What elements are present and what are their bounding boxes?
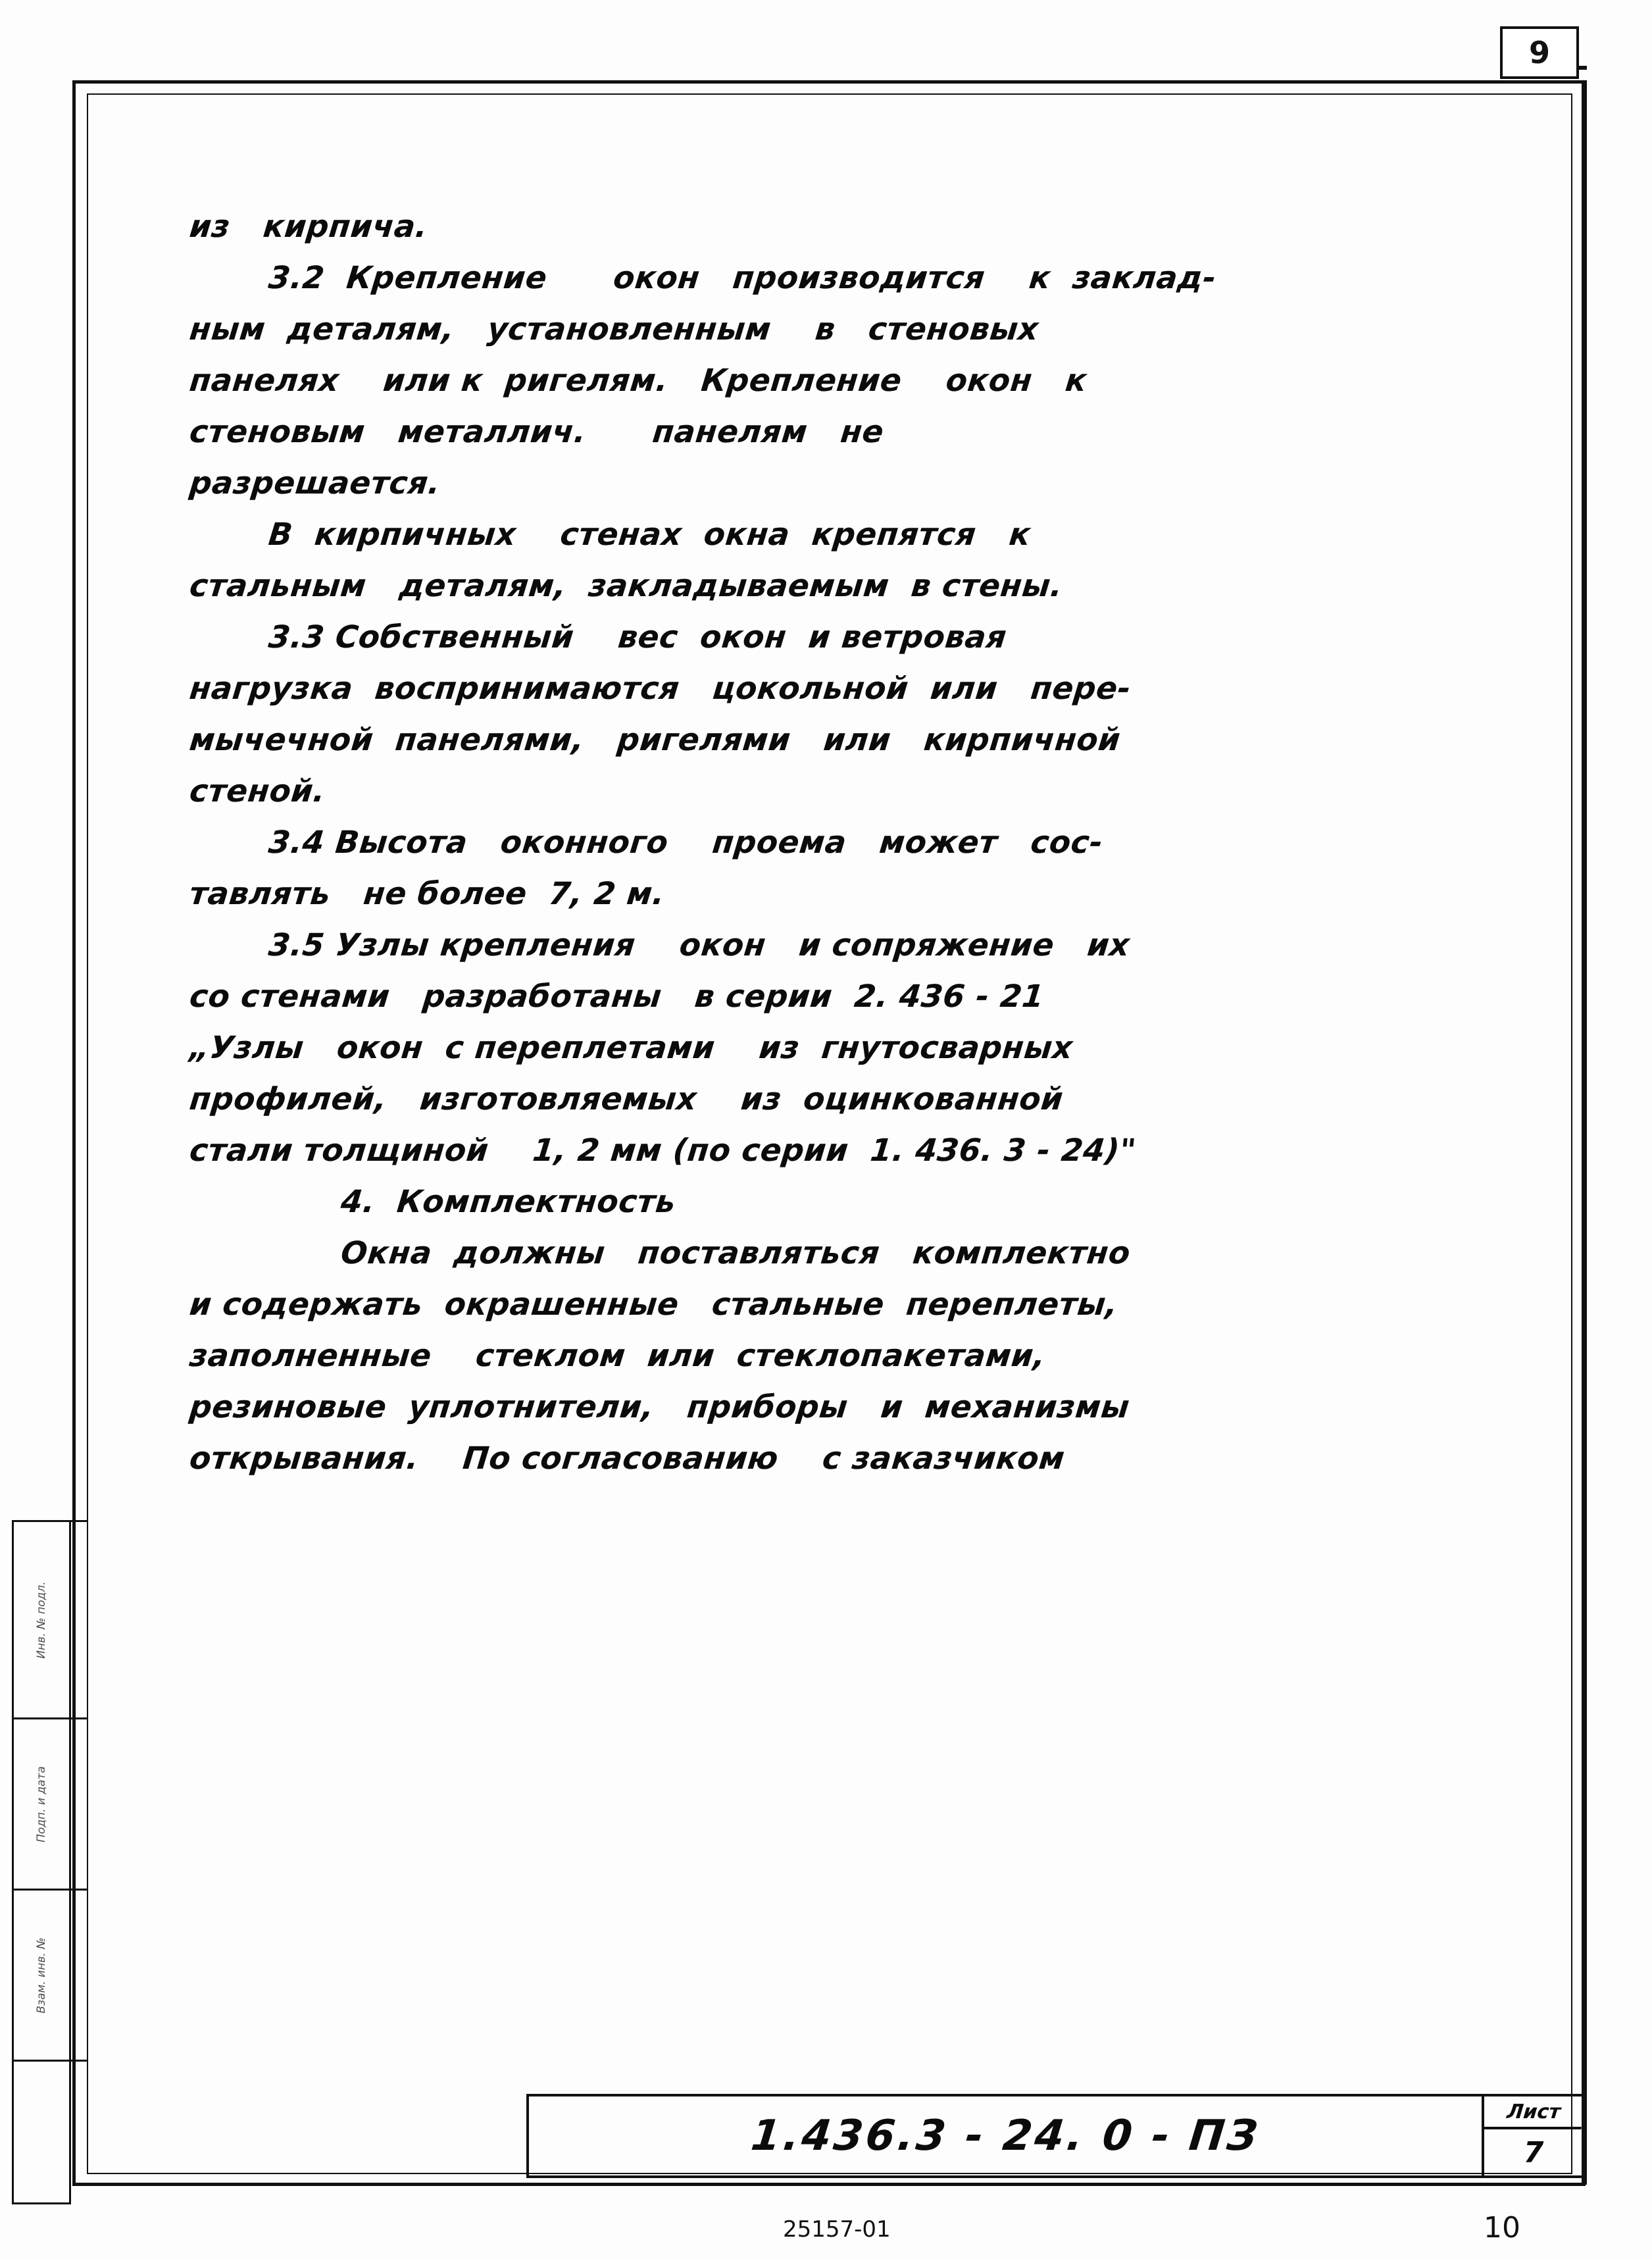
body-line: мычечной панелями, ригелями или кирпичной	[188, 722, 1122, 758]
body-line: резиновые уплотнители, приборы и механизмы	[188, 1389, 1132, 1425]
margin-cell-label: Подп. и дата	[35, 1766, 48, 1842]
margin-tick	[71, 1889, 88, 1891]
body-line: панелях или к ригелям. Крепление окон к	[188, 363, 1089, 399]
margin-cell-label: Взам. инв. №	[35, 1937, 48, 2014]
body-line: профилей, изготовляемых из оцинкованной	[188, 1081, 1065, 1117]
margin-cell-label: Инв. № подл.	[35, 1581, 48, 1659]
title-block-sheet-value: 7	[1523, 2135, 1544, 2170]
body-line: со стенами разработаны в серии 2. 436 - 21	[188, 978, 1046, 1015]
margin-tick	[71, 1717, 88, 1719]
footer-document-code: 25157-01	[783, 2216, 891, 2243]
body-line: 3.3 Собственный вес окон и ветровая	[266, 619, 1009, 655]
margin-tick	[71, 1520, 88, 1522]
title-block-code: 1.436.3 - 24. 0 - ПЗ	[748, 2112, 1263, 2160]
body-line: стальным деталям, закладываемым в стены.	[188, 568, 1064, 604]
body-line: и содержать окрашенные стальные переплеты,	[188, 1286, 1120, 1323]
body-line: „Узлы окон с переплетами из гнутосварных	[188, 1030, 1075, 1066]
body-line: 3.2 Крепление окон производится к заклад-	[266, 260, 1218, 296]
body-line: заполненные стеклом или стеклопакетами,	[188, 1338, 1048, 1374]
body-line: 3.5 Узлы крепления окон и сопряжение их	[266, 927, 1132, 963]
body-line: ным деталям, установленным в стеновых	[188, 311, 1041, 347]
margin-cell	[14, 1891, 69, 2062]
body-line: стали толщиной 1, 2 мм (по серии 1. 436. 3 - 24)"	[188, 1132, 1138, 1169]
margin-stamp-column	[12, 1520, 71, 2204]
margin-cell	[14, 2062, 69, 2202]
body-line: 3.4 Высота оконного проема может сос-	[266, 825, 1105, 861]
body-line: нагрузка воспринимаются цокольной или пере-	[188, 671, 1133, 707]
body-line: из кирпича.	[188, 209, 430, 245]
handwritten-body	[188, 191, 1467, 1477]
body-line: тавлять не более 7, 2 м.	[188, 876, 667, 912]
sheet-number-value: 9	[1528, 35, 1550, 70]
title-block-sheet-cell	[1484, 2096, 1583, 2175]
title-block-code-cell	[529, 2096, 1484, 2175]
body-line: разрешается.	[188, 465, 443, 501]
title-block-sheet-label: Лист	[1482, 2096, 1584, 2129]
body-line: 4. Комплектность	[339, 1184, 678, 1220]
body-line: открывания. По согласованию с заказчиком	[188, 1440, 1067, 1477]
margin-cell	[14, 1522, 69, 1719]
title-block	[526, 2094, 1586, 2178]
body-line: Окна должны поставляться комплектно	[339, 1235, 1132, 1271]
margin-tick	[71, 2060, 88, 2062]
body-line: В кирпичных стенах окна крепятся к	[266, 517, 1033, 553]
body-line: стеновым металлич. панелям не	[188, 414, 886, 450]
body-line: стеной.	[188, 773, 328, 809]
sheet-number-box	[1500, 26, 1579, 79]
margin-cell	[14, 1719, 69, 1891]
footer-page-number: 10	[1484, 2211, 1520, 2245]
